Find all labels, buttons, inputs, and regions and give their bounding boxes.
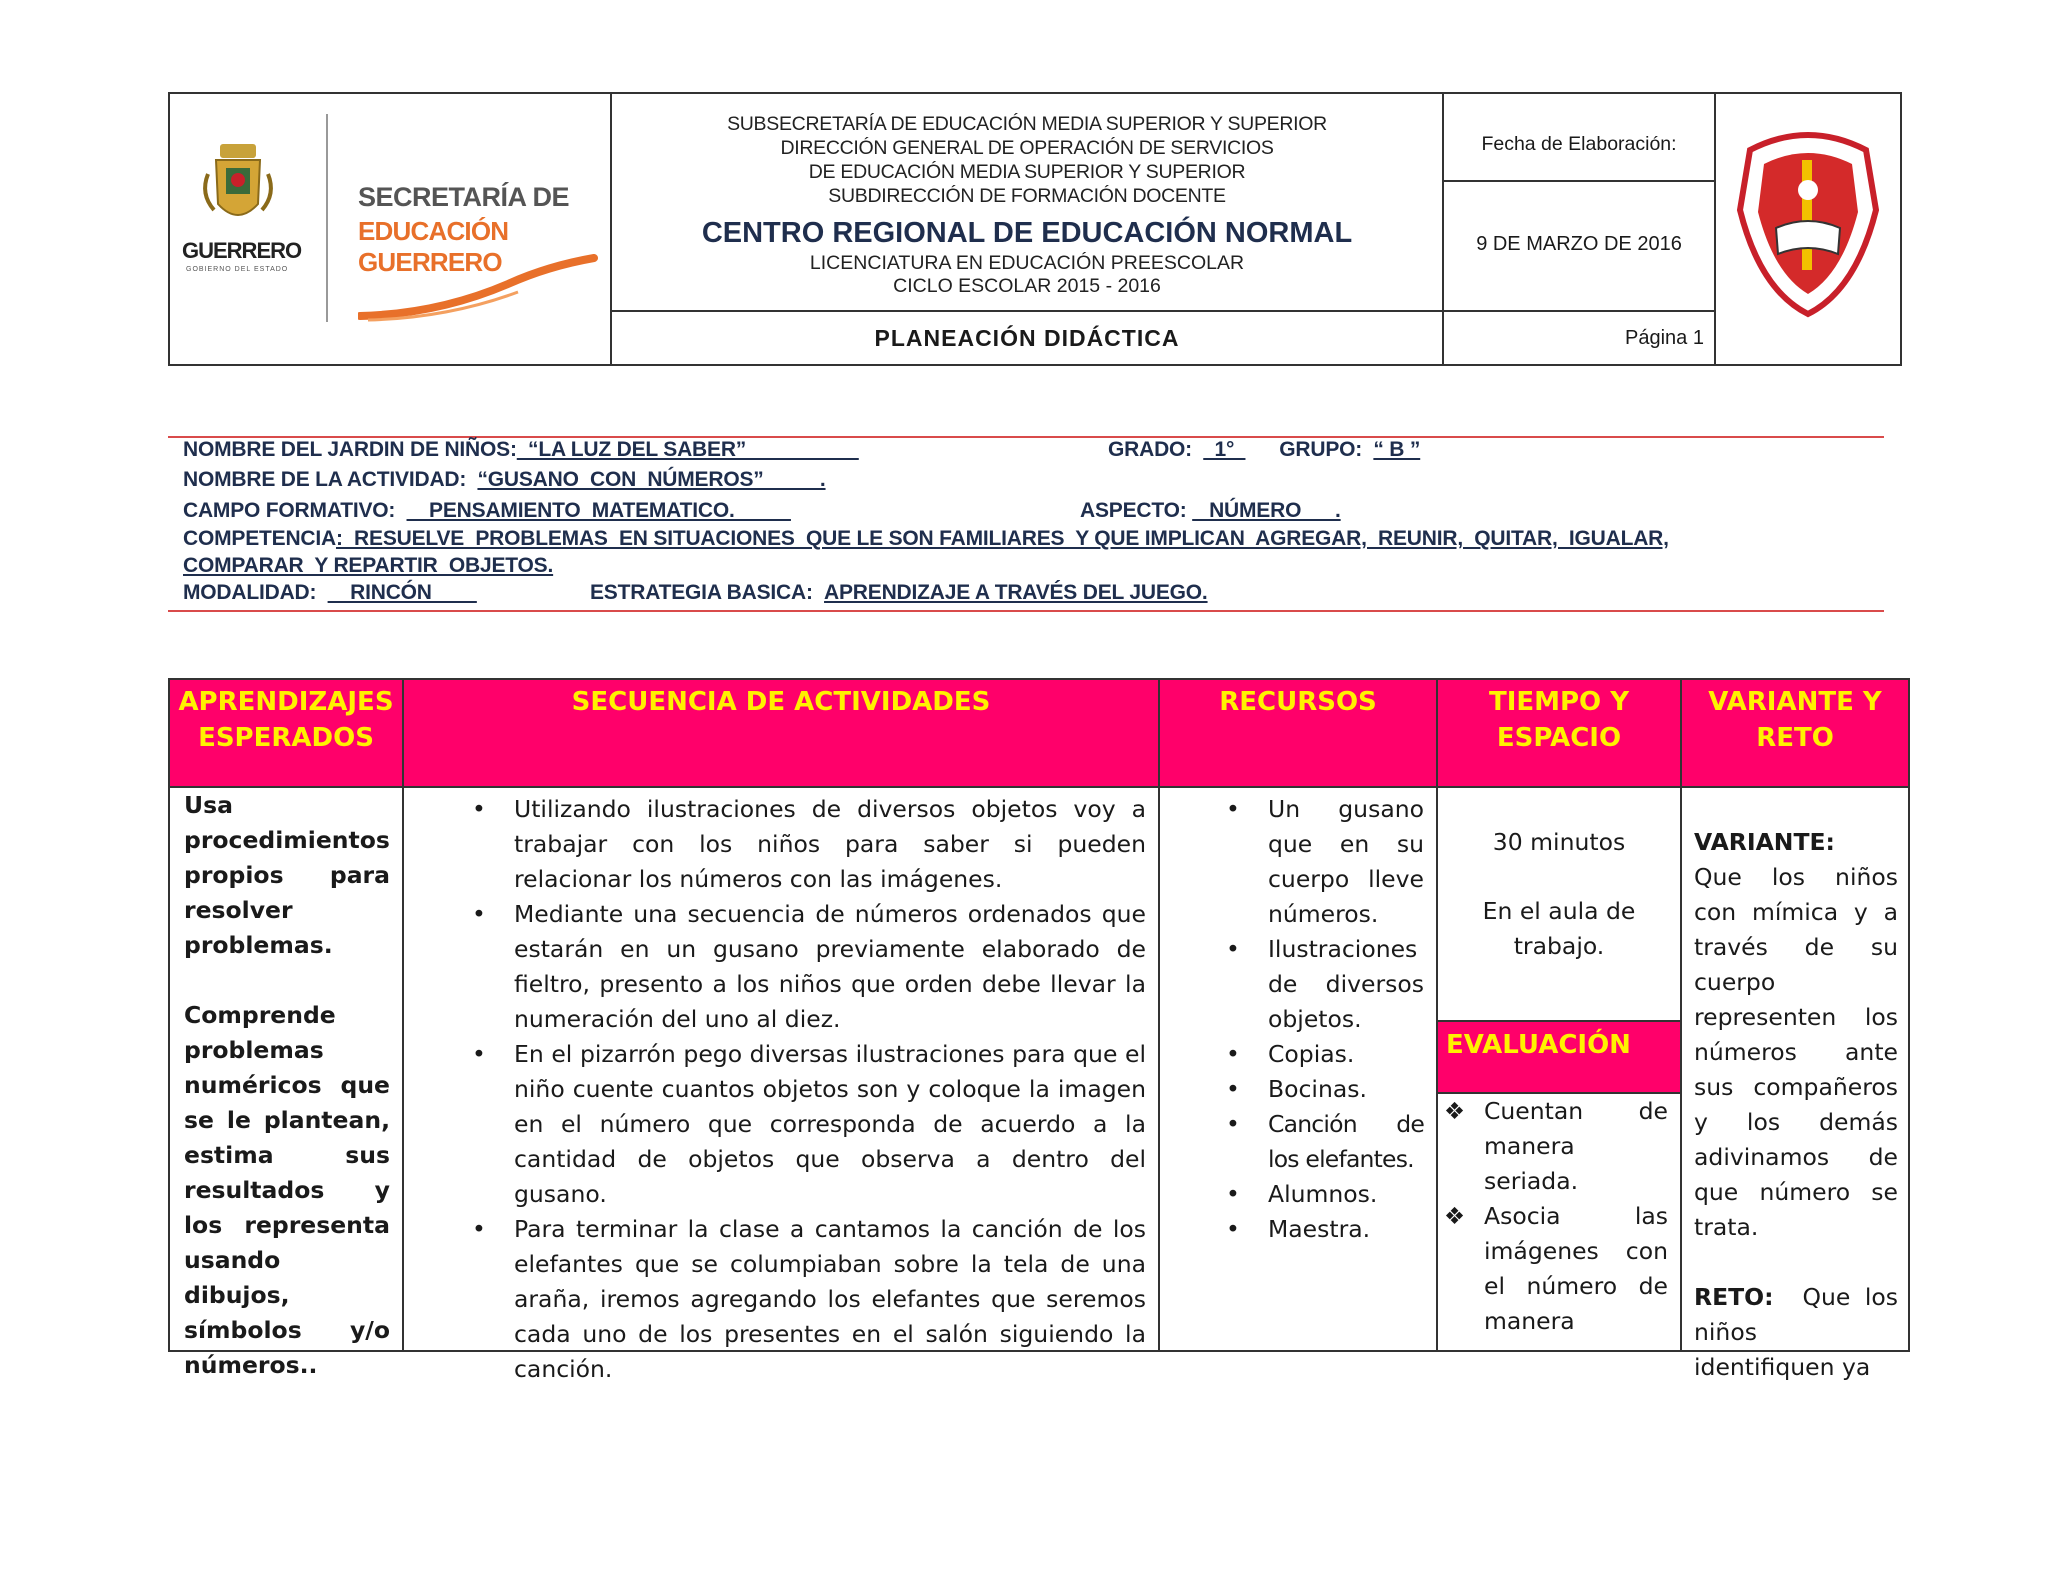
licenciatura-text: LICENCIATURA EN EDUCACIÓN PREESCOLAR — [809, 252, 1245, 274]
fecha-value: 9 DE MARZO DE 2016 — [1476, 233, 1682, 255]
recurso-item: • Maestra. — [1226, 1215, 1371, 1243]
logo-educacion-text: EDUCACIÓN GUERRERO — [358, 216, 509, 277]
tiempo-value: 30 minutos — [1492, 828, 1626, 856]
header-variante-reto: VARIANTE Y RETO — [1708, 687, 1882, 753]
info-row-competencia — [183, 527, 1669, 551]
modalidad-label: MODALIDAD: — [183, 581, 317, 604]
variante-text: Que los niños con mímica y a través de su cuerpo representen los números ante sus compañeros y los demás adivinamos de que número se trata. — [1694, 863, 1898, 1241]
actividades-cell — [472, 792, 1146, 1387]
planning-table — [168, 678, 1910, 1383]
logo-secretaria-text: SECRETARÍA DE — [358, 182, 570, 212]
campo-value: PENSAMIENTO MATEMATICO. — [406, 499, 791, 522]
evaluacion-cell — [1444, 1094, 1668, 1339]
competencia-value: : RESUELVE PROBLEMAS EN SITUACIONES QUE LE SON FAMILIARES Y QUE IMPLICAN AGREGAR, REUNIR, QUITAR, IGUALAR, — [335, 527, 1669, 550]
aprendizajes-cell — [184, 788, 390, 1383]
info-row-modalidad — [183, 581, 477, 605]
info-row-actividad — [183, 468, 826, 492]
grado-label: GRADO: — [1108, 438, 1192, 461]
competencia-value-cont: COMPARAR Y REPARTIR OBJETOS. — [183, 554, 554, 577]
header-line: SUBDIRECCIÓN DE FORMACIÓN DOCENTE — [828, 185, 1226, 207]
reto-label: RETO: — [1694, 1283, 1774, 1311]
evaluacion-title: EVALUACIÓN — [1438, 1022, 1680, 1092]
header-line: DIRECCIÓN GENERAL DE OPERACIÓN DE SERVICIOS — [780, 137, 1274, 159]
header-secuencia: SECUENCIA DE ACTIVIDADES — [571, 687, 991, 717]
evaluacion-item: ❖ Cuentan de manera seriada. — [1444, 1097, 1668, 1195]
header-line: SUBSECRETARÍA DE EDUCACIÓN MEDIA SUPERIOR Y SUPERIOR — [727, 113, 1327, 135]
header-aprendizajes: APRENDIZAJES ESPERADOS — [178, 687, 394, 753]
recurso-item: • Ilustraciones de diversos objetos. — [1226, 935, 1424, 1033]
grado-value: 1° — [1203, 438, 1246, 461]
actividad-item: • Utilizando ilustraciones de diversos objetos voy a trabajar con los niños para saber si pueden relacionar los números con las imágenes. — [472, 795, 1146, 893]
school-seal-icon — [1716, 94, 1900, 364]
actividad-value: “GUSANO CON NÚMEROS” . — [477, 468, 826, 491]
campo-label: CAMPO FORMATIVO: — [183, 499, 396, 522]
logo-swoosh-icon — [358, 254, 598, 324]
info-row-estrategia — [590, 581, 1208, 605]
secretaria-logo — [170, 94, 610, 364]
institution-block — [612, 94, 1442, 310]
variante-label: VARIANTE: — [1694, 828, 1835, 856]
planeacion-title: PLANEACIÓN DIDÁCTICA — [874, 325, 1180, 351]
grupo-value: “ B ” — [1373, 438, 1421, 461]
header-line: DE EDUCACIÓN MEDIA SUPERIOR Y SUPERIOR — [808, 161, 1246, 183]
modalidad-value: RINCÓN — [327, 581, 477, 604]
aspecto-value: NÚMERO . — [1192, 499, 1341, 522]
institution-title: CENTRO REGIONAL DE EDUCACIÓN NORMAL — [701, 217, 1353, 249]
guerrero-coat-of-arms-icon — [188, 134, 288, 254]
logo-brand-subtext: GOBIERNO DEL ESTADO — [186, 266, 289, 273]
info-row-grado — [1108, 438, 1420, 462]
header-tiempo-espacio: TIEMPO Y ESPACIO — [1488, 687, 1630, 753]
actividad-item: • En el pizarrón pego diversas ilustraciones para que el niño cuente cuantos objetos son y coloque la imagen en el número que corresponda de acuerdo a la cantidad de objetos que observa a dentro del gusano. — [472, 1040, 1146, 1208]
aprendizaje-item: Comprende problemas numéricos que se le plantean, estima sus resultados y los representa usando dibujos, símbolos y/o números.. — [184, 1001, 390, 1379]
logo-brand-text: GUERRERO — [182, 238, 302, 263]
aprendizaje-item: Usa procedimientos propios para resolver problemas. — [184, 791, 390, 959]
aspecto-label: ASPECTO: — [1080, 499, 1187, 522]
grupo-label: GRUPO: — [1279, 438, 1363, 461]
fecha-label: Fecha de Elaboración: — [1481, 133, 1677, 155]
recurso-item: • Copias. — [1226, 1040, 1355, 1068]
espacio-value: En el aula de trabajo. — [1482, 897, 1636, 960]
reto-text: Que los niños identifiquen ya — [1694, 1283, 1898, 1381]
jardin-value: “LA LUZ DEL SABER” — [516, 438, 859, 461]
recurso-item: • Un gusano que en su cuerpo lleve números. — [1226, 795, 1424, 928]
ciclo-escolar-text: CICLO ESCOLAR 2015 - 2016 — [893, 275, 1161, 297]
variante-reto-cell — [1694, 825, 1898, 1385]
info-row-aspecto — [1080, 499, 1341, 523]
competencia-label: COMPETENCIA — [183, 527, 336, 550]
recurso-item: • Canción de los elefantes. — [1226, 1110, 1424, 1173]
estrategia-value: APRENDIZAJE A TRAVÉS DEL JUEGO. — [824, 581, 1208, 604]
estrategia-label: ESTRATEGIA BASICA: — [590, 581, 813, 604]
actividad-item: • Para terminar la clase a cantamos la canción de los elefantes que se columpiaban sobre la tela de una araña, iremos agregando los elefantes que seremos cada uno de los presentes en el salón siguiendo la canción. — [472, 1215, 1146, 1383]
recurso-item: • Alumnos. — [1226, 1180, 1378, 1208]
recurso-item: • Bocinas. — [1226, 1075, 1367, 1103]
info-bottom-rule — [168, 610, 1884, 612]
document-header — [168, 92, 1902, 366]
info-row-competencia-2 — [183, 554, 553, 578]
header-recursos: RECURSOS — [1219, 687, 1377, 717]
actividad-item: • Mediante una secuencia de números ordenados que estarán en un gusano previamente elaborado de fieltro, presento a los niños que orden debe llevar la numeración del uno al diez. — [472, 900, 1146, 1033]
jardin-label: NOMBRE DEL JARDIN DE NIÑOS: — [183, 438, 517, 461]
info-row-jardin — [183, 438, 859, 462]
school-seal — [1716, 94, 1900, 364]
evaluacion-item: ❖ Asocia las imágenes con el número de manera — [1444, 1202, 1668, 1335]
page-number: Página 1 — [1625, 327, 1704, 349]
actividad-label: NOMBRE DE LA ACTIVIDAD: — [183, 468, 467, 491]
info-row-campo — [183, 499, 791, 523]
recursos-cell — [1226, 792, 1424, 1247]
